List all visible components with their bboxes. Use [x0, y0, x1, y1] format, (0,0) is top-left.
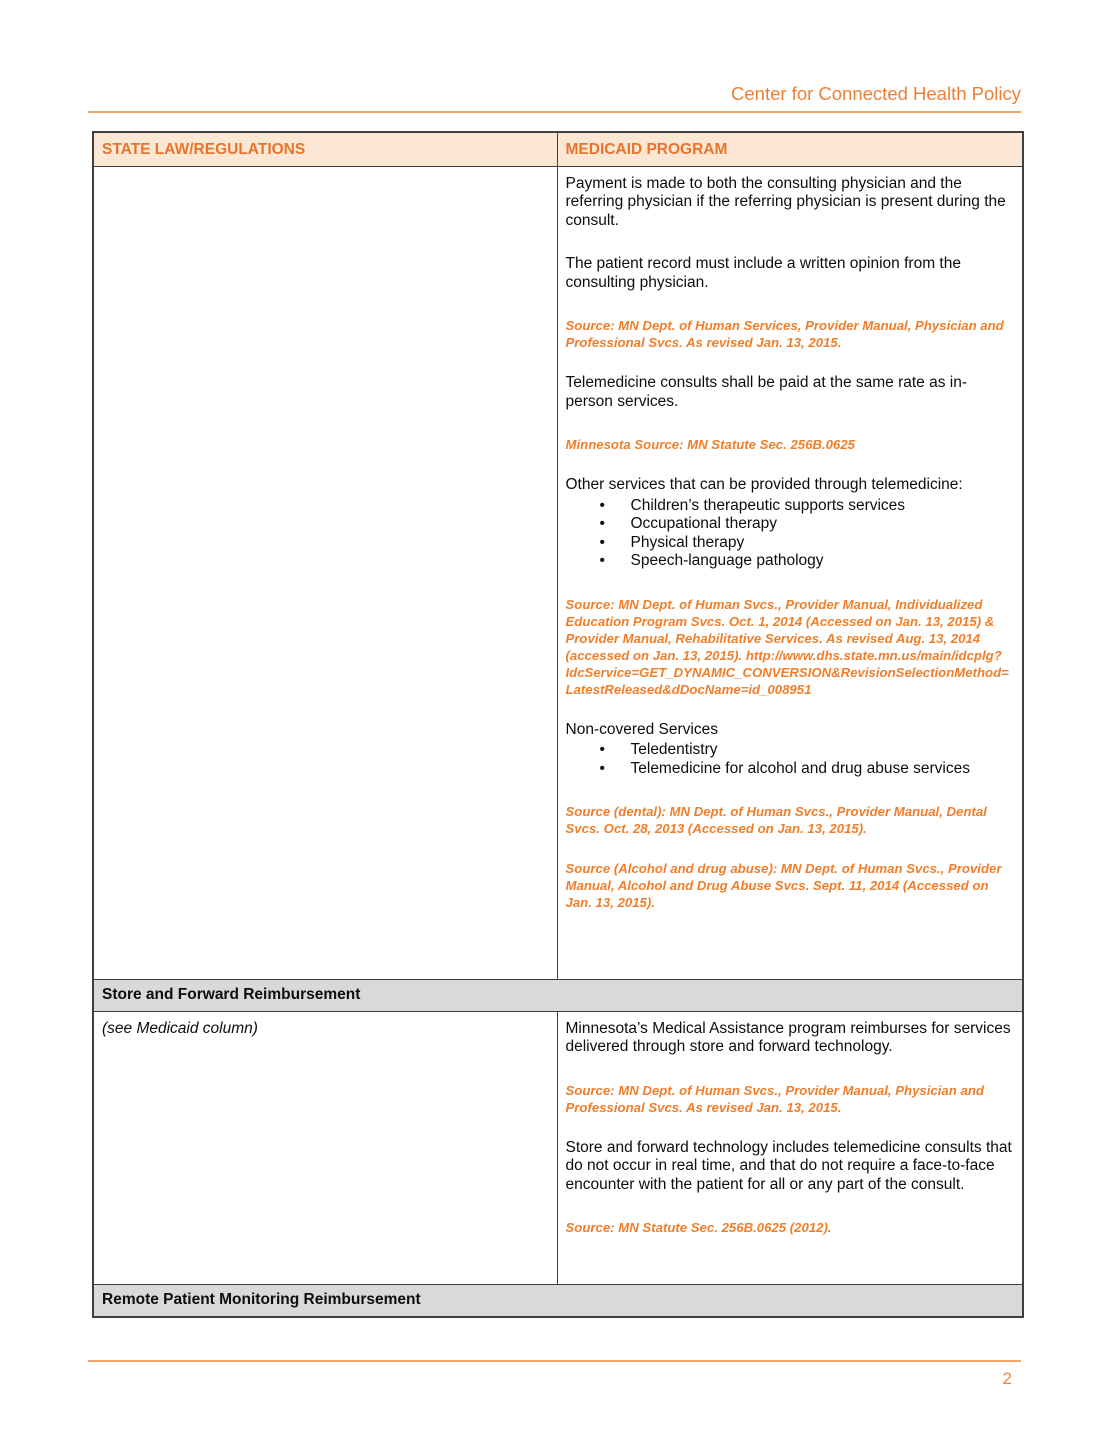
header-rule	[88, 111, 1021, 113]
table-row	[93, 166, 1023, 979]
source-citation: Source: MN Statute Sec. 256B.0625 (2012).	[565, 1220, 832, 1235]
footer-rule	[88, 1360, 1021, 1362]
bullet-list-other-services	[566, 497, 1015, 571]
section-header-store-forward: Store and Forward Reimbursement	[93, 979, 1023, 1011]
column-header-state-law: STATE LAW/REGULATIONS	[93, 132, 557, 166]
bullet-item: • Occupational therapy	[631, 515, 1015, 534]
paragraph-store-forward-reimburses: Minnesota’s Medical Assistance program reimburses for services delivered through store and forward technology.	[565, 1019, 1011, 1055]
table-header-row	[93, 132, 1023, 166]
state-law-medicaid-table	[92, 131, 1024, 1318]
page-title: Center for Connected Health Policy	[731, 83, 1021, 104]
column-header-medicaid: MEDICAID PROGRAM	[557, 132, 1023, 166]
bullet-item: • Speech-language pathology	[631, 552, 1015, 571]
see-medicaid-note: (see Medicaid column)	[102, 1019, 258, 1037]
paragraph-telemedicine-rate: Telemedicine consults shall be paid at the same rate as in-person services.	[565, 374, 967, 410]
source-citation: Source: MN Dept. of Human Services, Provider Manual, Physician and Professional Svcs. As revised Jan. 13, 2015.	[565, 318, 1004, 350]
source-citation-alcohol: Source (Alcohol and drug abuse): MN Dept. of Human Svcs., Provider Manual, Alcohol and Drug Abuse Svcs. Sept. 11, 2014 (Accessed on Jan. 13, 2015).	[565, 861, 1002, 910]
paragraph-other-services: Other services that can be provided through telemedicine:	[565, 476, 963, 493]
medicaid-cell	[557, 166, 1023, 979]
paragraph-payment: Payment is made to both the consulting physician and the referring physician if the referring physician is present during the consult.	[565, 174, 1006, 229]
paragraph-non-covered: Non-covered Services	[565, 720, 718, 738]
state-law-cell	[93, 1011, 557, 1284]
bullet-list-non-covered	[566, 741, 1015, 778]
section-row	[93, 979, 1023, 1011]
source-citation: Source: MN Dept. of Human Svcs., Provider Manual, Physician and Professional Svcs. As revised Jan. 13, 2015.	[565, 1082, 984, 1115]
source-citation-with-url: Source: MN Dept. of Human Svcs., Provider Manual, Individualized Education Program Svcs. Oct. 1, 2014 (Accessed on Jan. 13, 2015) & Provider Manual, Rehabilitative Services. As revised Aug. 13, 2014 (accessed on Jan. 13, 2015). http://www.dhs.state.mn.us/main/idcplg?IdcService=GET_DYNAMIC_CONVERSION&RevisionSelectionMethod=LatestReleased&dDocName=id_008951	[565, 596, 1009, 697]
section-header-remote-monitoring: Remote Patient Monitoring Reimbursement	[93, 1284, 1023, 1317]
bullet-item: • Physical therapy	[631, 534, 1015, 553]
source-citation: Minnesota Source: MN Statute Sec. 256B.0625	[565, 437, 855, 452]
state-law-cell-empty	[93, 166, 557, 979]
bullet-item: • Telemedicine for alcohol and drug abuse services	[631, 760, 1015, 779]
medicaid-cell	[557, 1011, 1023, 1284]
source-citation-dental: Source (dental): MN Dept. of Human Svcs., Provider Manual, Dental Svcs. Oct. 28, 2013 (Accessed on Jan. 13, 2015).	[565, 804, 987, 836]
bullet-item: • Children’s therapeutic supports services	[631, 497, 1015, 516]
section-row	[93, 1284, 1023, 1317]
bullet-item: • Teledentistry	[631, 741, 1015, 760]
page-number: 2	[1002, 1369, 1012, 1388]
paragraph-store-forward-definition: Store and forward technology includes telemedicine consults that do not occur in real time, and that do not require a face-to-face encounter with the patient for all or any part of the consult.	[565, 1138, 1012, 1193]
table-row	[93, 1011, 1023, 1284]
paragraph-patient-record: The patient record must include a written opinion from the consulting physician.	[565, 255, 961, 291]
